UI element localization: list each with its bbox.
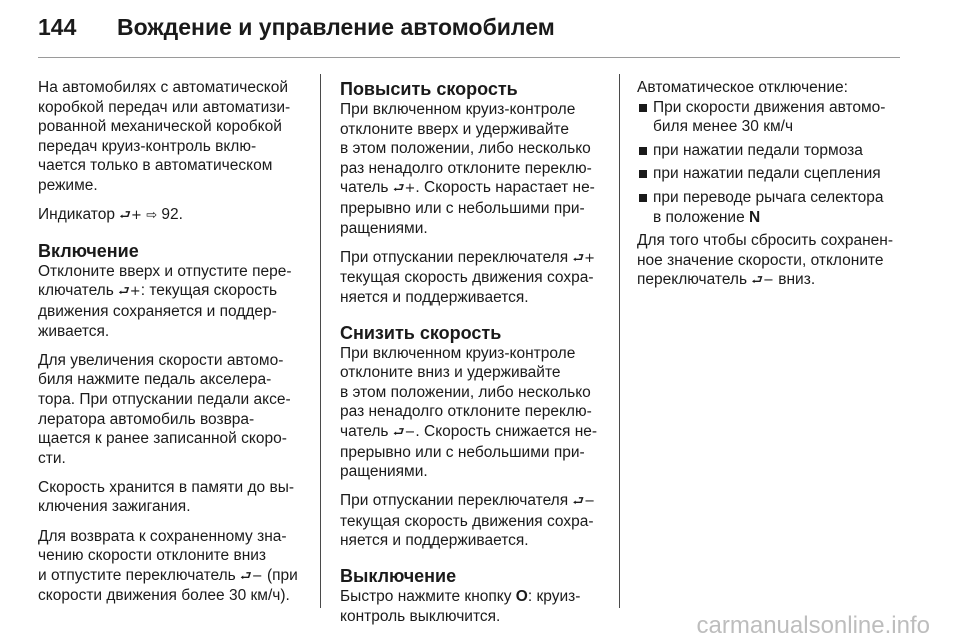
off-paragraph: Быстро нажмите кнопку O: круиз- контроль выключится. xyxy=(340,588,581,625)
page-title: Вождение и управление автомобилем xyxy=(117,14,555,40)
enable-paragraph-2: Для увеличения скорости автомо- биля нажмите педаль акселера- тора. При отпускании педали аксе- лератора автомобиль возвра- щается к ранее записанной скоро- сти. xyxy=(38,351,291,467)
resume-plus-icon: ⮐+ xyxy=(118,284,141,300)
set-minus-icon: ⮐− xyxy=(572,494,596,510)
resume-plus-icon: ⮐+ xyxy=(572,250,596,266)
indicator-paragraph: Индикатор ⮐+ ⇨ 92. xyxy=(38,206,183,224)
decrease-paragraph-2: При отпускании переключателя ⮐− текущая скорость движения сохра- няется и поддерживается. xyxy=(340,492,596,550)
resume-plus-icon: ⮐+ xyxy=(392,181,416,197)
bullet-square-icon xyxy=(639,170,647,178)
enable-paragraph-1: Отклоните вверх и отпустите пере- ключатель ⮐+: текущая скорость движения сохраняется и поддер- живается. xyxy=(38,262,292,340)
section-heading-decrease: Снизить скорость xyxy=(340,322,502,343)
increase-paragraph-1: При включенном круиз-контроле отклоните вверх и удерживайте в этом положении, либо несколько раз ненадолго отклоните переклю- чатель ⮐+. Скорость нарастает не- прерывно или с небольшими при- ращениями. xyxy=(340,101,595,237)
header-divider xyxy=(38,57,900,58)
enable-paragraph-4: Для возврата к сохраненному зна- чению скорости отклоните вниз и отпустите переключатель ⮐− (при скорости движения более 30 км/ч). xyxy=(38,527,298,605)
column-divider xyxy=(320,74,321,608)
list-item: при нажатии педали сцепления xyxy=(637,164,902,184)
cancel-button-icon: O xyxy=(515,588,528,606)
column-left xyxy=(38,78,310,606)
column-middle xyxy=(340,78,612,626)
set-minus-icon: ⮐− xyxy=(240,568,263,584)
page-number: 144 xyxy=(38,14,77,40)
auto-off-list xyxy=(637,98,902,228)
increase-paragraph-2: При отпускании переключателя ⮐+ текущая скорость движения сохра- няется и поддерживается. xyxy=(340,248,596,306)
list-item: при нажатии педали тормоза xyxy=(637,141,902,161)
page-reference-link[interactable]: 92. xyxy=(161,206,183,224)
section-heading-increase: Повысить скорость xyxy=(340,79,518,99)
column-right xyxy=(637,78,902,301)
set-minus-icon: ⮐− xyxy=(751,273,774,289)
gear-n-symbol: N xyxy=(749,208,761,226)
decrease-paragraph-1: При включенном круиз-контроле отклоните вниз и удерживайте в этом положении, либо несколько раз ненадолго отклоните переклю- чатель ⮐−. Скорость снижается не- прерывно или с небольшими при- ращениями. xyxy=(340,344,598,481)
watermark: carmanualsonline.info xyxy=(696,612,930,639)
column-divider xyxy=(619,74,620,608)
bullet-square-icon xyxy=(639,104,647,112)
enable-paragraph-3: Скорость хранится в памяти до вы- ключения зажигания. xyxy=(38,478,294,516)
resume-plus-icon: ⮐+ xyxy=(119,208,142,224)
list-item: При скорости движения автомо- биля менее 30 км/ч xyxy=(637,98,902,137)
intro-paragraph: На автомобилях с автоматической коробкой передач или автоматизи- рованной механической коробкой передач круиз-контроль вклю- чается только в автоматическом режиме. xyxy=(38,79,291,194)
set-minus-icon: ⮐− xyxy=(392,424,416,440)
bullet-square-icon xyxy=(639,147,647,155)
section-heading-off: Выключение xyxy=(340,566,457,587)
section-heading-enable: Включение xyxy=(38,240,139,261)
auto-off-title: Автоматическое отключение: xyxy=(637,79,848,96)
see-arrow-icon: ⇨ xyxy=(146,208,158,224)
reset-paragraph: Для того чтобы сбросить сохранен- ное значение скорости, отклоните переключатель ⮐− вниз. xyxy=(637,232,893,289)
bullet-square-icon xyxy=(639,194,647,202)
list-item: при переводе рычага селектора в положение N xyxy=(637,188,902,227)
